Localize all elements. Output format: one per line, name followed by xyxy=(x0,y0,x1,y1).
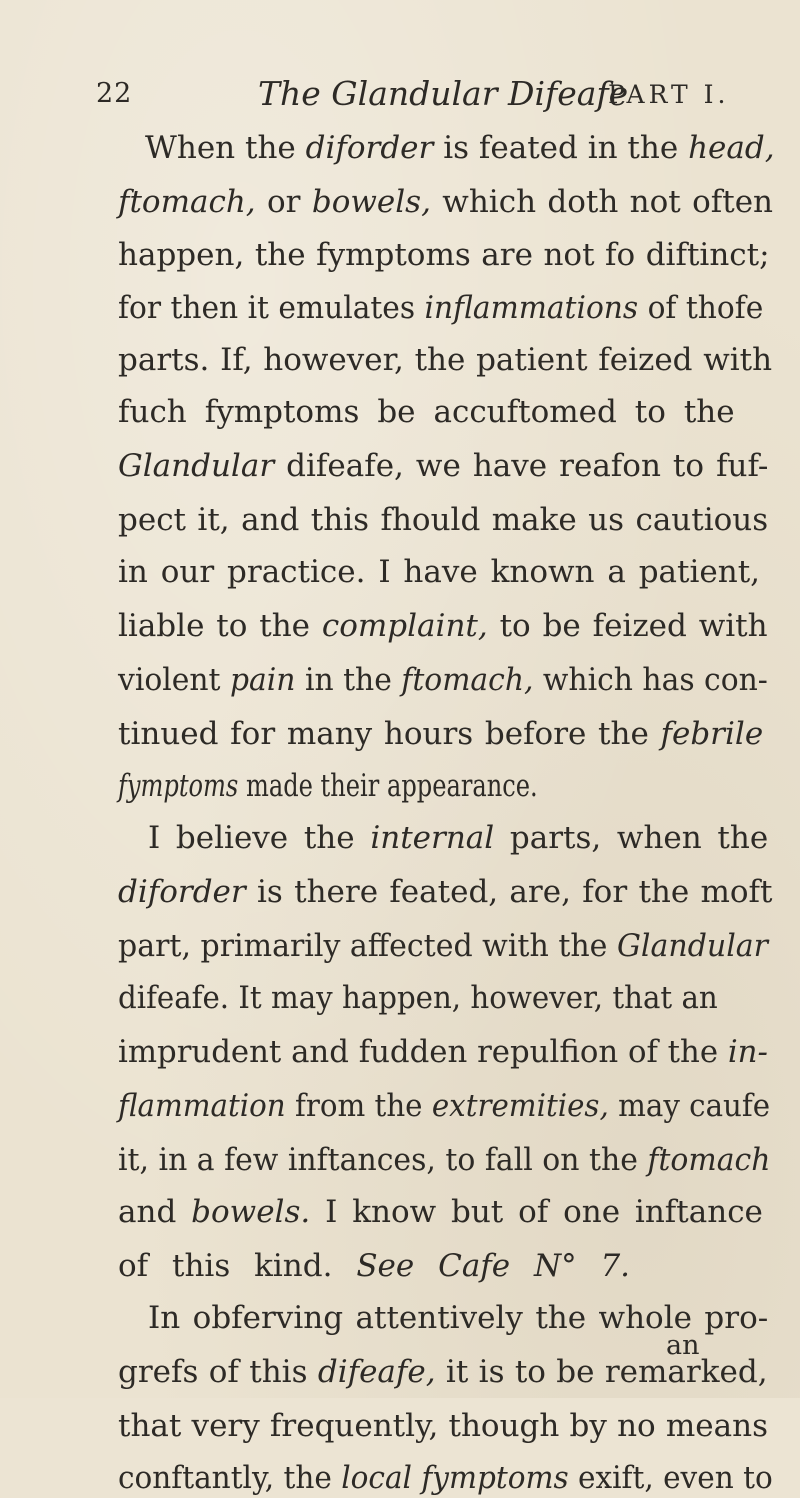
text-run: of thofe xyxy=(638,290,764,326)
text-run: made their appearance. xyxy=(238,768,538,804)
part-label: PART I. xyxy=(608,80,730,109)
text-line xyxy=(118,500,768,540)
italic-phrase: inflammations xyxy=(424,290,639,326)
text-run: difeafe, we have reafon to fuf- xyxy=(274,448,769,484)
text-run: conftantly, the xyxy=(118,1460,342,1496)
text-line xyxy=(145,128,775,168)
text-line xyxy=(118,1406,768,1446)
text-run: difeafe. It may happen, however, that an xyxy=(118,980,718,1016)
text-line xyxy=(118,1140,770,1180)
italic-phrase: Glandular xyxy=(118,448,275,484)
text-line xyxy=(118,606,768,646)
text-line xyxy=(118,1246,630,1286)
text-line xyxy=(118,235,770,275)
text-line xyxy=(118,660,768,700)
text-run: part, primarily affected with the xyxy=(118,928,617,964)
catchword: an xyxy=(666,1330,700,1361)
text-line xyxy=(118,552,760,592)
text-line xyxy=(118,288,763,328)
text-run: liable to the xyxy=(118,608,322,644)
text-run: and xyxy=(118,1194,192,1230)
text-line xyxy=(118,1032,768,1072)
text-run: or xyxy=(255,184,312,220)
text-run: exift, even to xyxy=(568,1460,773,1496)
text-run: imprudent and fudden repulfion of the xyxy=(118,1034,728,1070)
text-run: in the xyxy=(295,662,402,698)
text-line xyxy=(118,978,718,1018)
text-line xyxy=(118,714,763,754)
text-run: I believe the xyxy=(148,820,371,856)
italic-phrase: diforder xyxy=(305,130,434,166)
italic-phrase: flammation xyxy=(118,1088,286,1124)
italic-phrase: complaint, xyxy=(321,608,488,644)
text-run: parts. If, however, the patient feized with xyxy=(118,342,773,378)
text-run: which has con- xyxy=(533,662,768,698)
italic-phrase: bowels. xyxy=(191,1194,311,1230)
text-line xyxy=(118,340,772,380)
text-run: violent xyxy=(118,662,230,698)
text-run: When the xyxy=(145,130,306,166)
text-run: to be feized with xyxy=(487,608,768,644)
text-line xyxy=(118,766,538,806)
text-line xyxy=(118,872,773,912)
italic-phrase: febrile xyxy=(660,716,764,752)
text-run: is feated in the xyxy=(433,130,689,166)
text-run: which doth not often xyxy=(430,184,774,220)
text-run: it, in a few inftances, to fall on the xyxy=(118,1142,648,1178)
text-line xyxy=(148,818,768,858)
italic-phrase: pain xyxy=(229,662,296,698)
text-run: from the xyxy=(285,1088,432,1124)
italic-phrase: ftomach xyxy=(647,1142,771,1178)
text-run: tinued for many hours before the xyxy=(118,716,661,752)
text-run: of this kind. xyxy=(118,1248,357,1284)
text-run: parts, when the xyxy=(494,820,769,856)
text-line xyxy=(118,1192,763,1232)
italic-phrase: fymptoms xyxy=(118,768,239,804)
italic-phrase: head, xyxy=(688,130,775,166)
text-line xyxy=(118,1086,770,1126)
text-run: is there feated, are, for the moft xyxy=(245,874,773,910)
text-line xyxy=(118,446,768,486)
text-run: in our practice. I have known a patient, xyxy=(118,554,761,590)
italic-phrase: ftomach, xyxy=(118,184,256,220)
text-run: happen, the fymptoms are not fo diftinct; xyxy=(118,237,770,273)
text-run: I know but of one inftance xyxy=(310,1194,763,1230)
italic-phrase: bowels, xyxy=(311,184,431,220)
italic-phrase: difeafe, xyxy=(317,1354,436,1390)
text-run: for then it emulates xyxy=(118,290,425,326)
text-run: pect it, and this fhould make us cautious xyxy=(118,502,769,538)
text-run: In obferving attentively the whole pro- xyxy=(148,1300,769,1336)
text-run: may caufe xyxy=(608,1088,771,1124)
italic-phrase: Glandular xyxy=(616,928,769,964)
italic-phrase: See Cafe N° 7. xyxy=(356,1248,631,1284)
italic-phrase: diforder xyxy=(118,874,246,910)
page-number: 22 xyxy=(96,78,133,109)
text-line xyxy=(118,926,768,966)
italic-phrase: ftomach, xyxy=(401,662,534,698)
italic-phrase: internal xyxy=(370,820,495,856)
italic-phrase: in- xyxy=(727,1034,768,1070)
text-line xyxy=(118,392,735,432)
page-header xyxy=(0,74,800,118)
text-run: that very frequently, though by no means xyxy=(118,1408,769,1444)
text-run: grefs of this xyxy=(118,1354,318,1390)
italic-phrase: extremities, xyxy=(431,1088,609,1124)
text-line xyxy=(118,1458,773,1498)
text-run: fuch fymptoms be accuftomed to the xyxy=(118,394,735,430)
italic-phrase: local fymptoms xyxy=(341,1460,569,1496)
running-title: The Glandular Difeafe xyxy=(258,74,629,113)
text-line xyxy=(118,182,773,222)
text-run: it is to be remarked, xyxy=(435,1354,768,1390)
